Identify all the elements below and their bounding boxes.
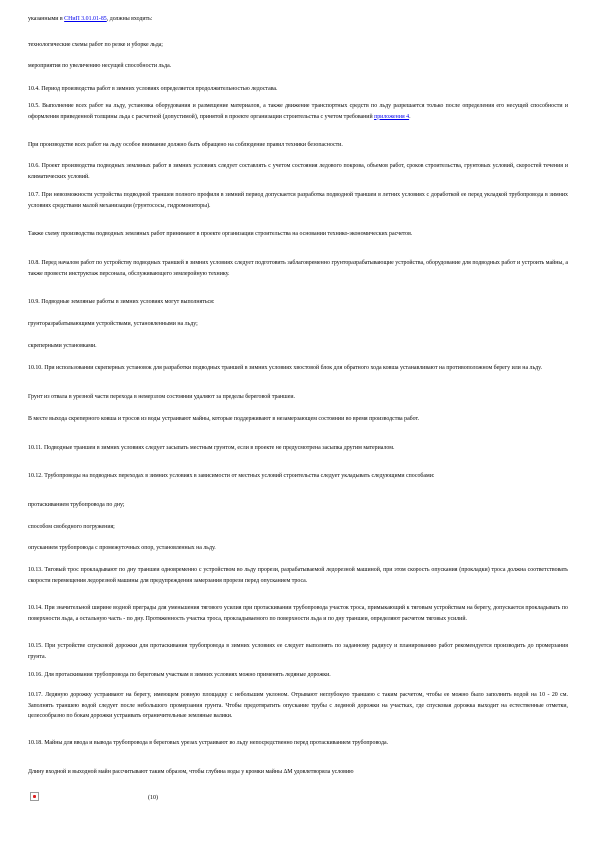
paragraph: 10.7. При невозможности устройства подводной траншеи полного профиля в зимний период допускается разработка подводной траншеи в летних условиях с доработкой ее перед укладкой трубопровода в зимних условиях средствами малой механизации (грунтососы, гидромониторы). <box>28 192 568 209</box>
paragraph: 10.11. Подводные траншеи в зимних условиях следует засыпать местным грунтом, если в проекте не предусмотрена засыпка другим материалом. <box>28 445 395 451</box>
paragraph: протаскиванием трубопровода по дну; <box>28 502 125 508</box>
paragraph: 10.12. Трубопроводы на подводных переходах в зимних условиях в зависимости от местных условий строительства следует укладывать следующими способами: <box>28 473 435 479</box>
paragraph: способом свободного погружения; <box>28 524 115 530</box>
paragraph-text: указанными в <box>28 16 65 22</box>
page-number: (10) <box>148 795 158 801</box>
document-link[interactable]: приложения 4 <box>374 113 410 120</box>
paragraph: 10.15. При устройстве спусковой дорожки для протаскивания трубопровода в зимних условиях ее следует выполнять по заданному радиусу и планированию работ рекомендуется производить до промерзания грунта. <box>28 643 568 660</box>
paragraph: 10.10. При использовании скреперных установок для разработки подводных траншей в зимних условиях хвостовой блок для обратного хода ковша устанавливают на противоположном берегу или на льду. <box>28 365 542 371</box>
document-link[interactable]: СНиП 3.01.01-85 <box>64 16 107 22</box>
paragraph: грунторазрабатывающими устройствами, установленными на льду; <box>28 321 198 327</box>
page-footer <box>30 792 230 804</box>
paragraph: 10.6. Проект производства подводных земляных работ в зимних условиях следует составлять с учетом состояния ледового покрова, объемов работ, сроков строительства, грунтовых условий, скоростей течения и климатических условий. <box>28 163 568 180</box>
paragraph: 10.16. Для протаскивания трубопровода по береговым участкам в зимних условиях можно применять ледяные дорожки. <box>28 672 331 678</box>
paragraph-text: 10.5. Выполнение всех работ на льду, установка оборудования и размещение материалов, а также движение транспортных средств по льду разрешается только после определения его несущей способности и оформления приведенной толщины льда с расчетной (допустимой), принятой в проекте организации строительства с учетом требований <box>28 103 568 120</box>
paragraph: технологические схемы работ по резке и уборке льда; <box>28 42 163 48</box>
paragraph: 10.17. Ледяную дорожку устраивают на берегу, имеющем ровную площадку с небольшим уклоном. Отрывают неглубокую траншею с таким расчетом, чтобы ее можно было заполнить водой на 10 - 20 см. Заполнять траншею водой следует после небольшого промерзания грунта. Чтобы предотвратить опускание трубы с ледяной дорожки на участках, где спусковая дорожка выходит на естественные отметки, целесообразно по бокам дорожки устраивать ограничительные земляные валики. <box>28 692 568 720</box>
paragraph: Длину входной и выходной майн рассчитывают таким образом, чтобы глубина воды у кромки майны ΔМ удовлетворяла условию <box>28 769 354 775</box>
paragraph: опусканием трубопровода с промежуточных опор, установленных на льду. <box>28 545 216 551</box>
paragraph: 10.9. Подводные земляные работы в зимних условиях могут выполняться: <box>28 299 215 305</box>
paragraph: 10.13. Тяговый трос прокладывают по дну траншеи одновременно с устройством во льду прорези, разрабатываемой ледорезной машиной, при этом скорость опускания (прокладки) троса должна соответствовать скорости перемещения ледорезной машины для предупреждения замерзания прорези перед опусканием троса. <box>28 567 568 584</box>
broken-image-icon <box>30 792 39 801</box>
paragraph: скреперными установками. <box>28 343 97 349</box>
paragraph: 10.14. При значительной ширине водной преграды для уменьшения тягового усилия при протаскивании трубопровода участок троса, примыкающий к тяговым устройствам на берегу, допускается прокладывать по поверхности льда, а остальную часть - по дну. Протяженность участка троса, прокладываемого по поверхности льда и по дну траншеи, определяют расчетом тяговых усилий. <box>28 605 568 622</box>
paragraph-text: , должны входить: <box>106 16 153 22</box>
paragraph: Также схему производства подводных земляных работ принимают в проекте организации строительства на основании технико-экономических расчетов. <box>28 231 413 237</box>
paragraph: В месте выхода скреперного ковша и тросов из воды устраивают майны, которые поддерживают в незамерзающем состоянии во время производства работ. <box>28 416 420 422</box>
paragraph: При производстве всех работ на льду особое внимание должно быть обращено на соблюдение правил техники безопасности. <box>28 142 343 148</box>
paragraph <box>28 101 568 122</box>
paragraph: мероприятия по увеличению несущей способности льда. <box>28 63 172 69</box>
paragraph-text: . <box>409 113 411 120</box>
paragraph: 10.4. Период производства работ в зимних условиях определяется продолжительностью ледостава. <box>28 86 278 92</box>
paragraph: Грунт из отвала в урезной части перехода в немерзлом состоянии удаляют за пределы береговой траншеи. <box>28 394 295 400</box>
paragraph <box>28 14 568 25</box>
paragraph: 10.8. Перед началом работ по устройству подводных траншей в зимних условиях следует подготовить заблаговременно грунторазрабатывающие устройства, оборудование для подводных работ и устроить майны, а также провести инструктаж персонала, обслуживающего землеройную технику. <box>28 260 568 277</box>
paragraph: 10.18. Майны для ввода и вывода трубопровода в береговых урезах устраивают во льду непосредственно перед протаскиванием трубопровода. <box>28 740 389 746</box>
